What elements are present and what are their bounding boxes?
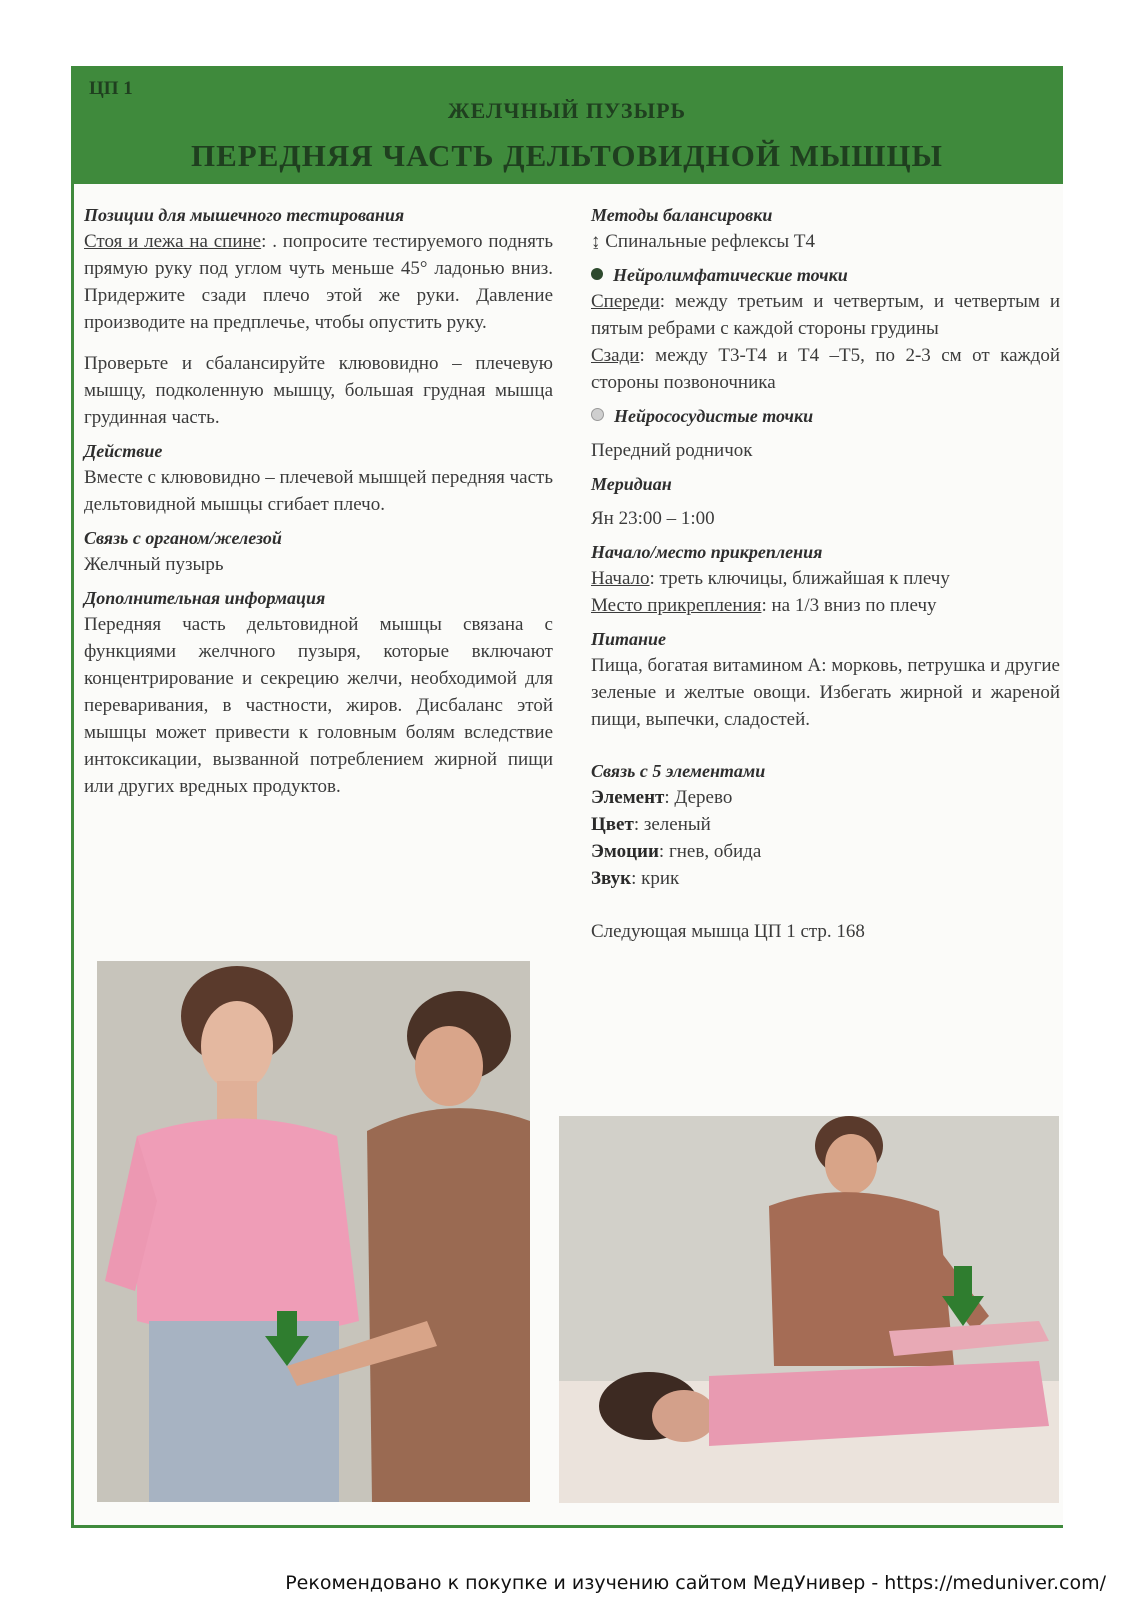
- origin-start-text: Начало: треть ключицы, ближайшая к плечу: [591, 568, 950, 589]
- neurovascular-heading: Нейрососудистые точки: [591, 404, 1060, 429]
- light-dot-icon: [591, 408, 604, 421]
- color-row: Цвет: зеленый: [591, 814, 711, 835]
- meridian-heading: Меридиан: [591, 474, 672, 494]
- origin-heading: Начало/место прикрепления: [591, 542, 823, 562]
- front-label: Спереди: [591, 291, 660, 312]
- next-muscle-text: Следующая мышца ЦП 1 стр. 168: [591, 921, 865, 942]
- testing-instructions: : . попросите тестируемого поднять прямую руку под углом чуть меньше 45° ладонью вниз. Придержите сзади плечо этой же руки. Давление производите на предплечье, чтобы опустить руку.: [84, 231, 554, 333]
- check-text: Проверьте и сбалансируйте клювовидно – плечевую мышцу, подколенную мышцу, большая грудная мышца грудинная часть.: [84, 353, 553, 428]
- action-heading: Действие: [84, 441, 163, 461]
- muscle-title: ПЕРЕДНЯЯ ЧАСТЬ ДЕЛЬТОВИДНОЙ МЫШЦЫ: [190, 138, 943, 173]
- testing-heading: Позиции для мышечного тестирования: [84, 205, 405, 225]
- sound-row: Звук: крик: [591, 868, 680, 889]
- origin-attach-text: Место прикрепления: на 1/3 вниз по плечу: [591, 595, 937, 616]
- extra-info-heading: Дополнительная информация: [84, 588, 326, 608]
- dark-dot-icon: [591, 268, 603, 280]
- neurovascular-text: Передний родничок: [591, 440, 753, 461]
- organ-title: ЖЕЛЧНЫЙ ПУЗЫРЬ: [447, 98, 687, 123]
- header-banner: [71, 66, 1063, 184]
- organ-link-heading: Связь с органом/железой: [84, 528, 282, 548]
- spinal-reflex-icon: ↨: [591, 231, 601, 252]
- left-column: [84, 203, 553, 800]
- testing-position-label: Стоя и лежа на спине: [84, 231, 262, 252]
- balancing-heading: Методы балансировки: [591, 205, 773, 225]
- nutrition-heading: Питание: [591, 629, 667, 649]
- elements-heading: Связь с 5 элементами: [591, 761, 766, 781]
- chapter-code: ЦП 1: [89, 78, 133, 99]
- organ-link-text: Желчный пузырь: [84, 554, 224, 575]
- testing-text: [84, 228, 553, 336]
- footer-recommendation: Рекомендовано к покупке и изучению сайтом МедУнивер - https://meduniver.com/: [285, 1572, 1106, 1594]
- neurolymph-front-text: Спереди: между третьим и четвертым, и четвертым и пятым ребрами с каждой стороны грудины: [591, 291, 1060, 339]
- photo-standing-test: [97, 961, 530, 1502]
- nutrition-text: Пища, богатая витамином А: морковь, петрушка и другие зеленые и желтые овощи. Избегать жирной и жареной пищи, выпечки, сладостей.: [591, 655, 1060, 730]
- extra-info-text: Передняя часть дельтовидной мышцы связана с функциями желчного пузыря, которые включают концентрирование и секрецию желчи, необходимой для переваривания, в частности, жиров. Дисбаланс этой мышцы может привести к головным болям вследствие интоксикации, вызванной потреблением жирной пищи или других вредных продуктов.: [84, 614, 553, 797]
- photo-lying-test: [559, 1116, 1059, 1503]
- right-column: [591, 203, 1060, 945]
- action-text: Вместе с клювовидно – плечевой мышцей передняя часть дельтовидной мышцы сгибает плечо.: [84, 467, 553, 515]
- back-label: Сзади: [591, 345, 640, 366]
- spinal-reflex-text: ↨ Спинальные рефлексы Т4: [591, 231, 816, 252]
- neurolymph-heading: Нейролимфатические точки: [591, 263, 1060, 288]
- start-label: Начало: [591, 568, 650, 589]
- attach-label: Место прикрепления: [591, 595, 762, 616]
- neurolymph-back-text: Сзади: между Т3-Т4 и Т4 –Т5, по 2-3 см от каждой стороны позвоночника: [591, 345, 1060, 393]
- element-row: Элемент: Дерево: [591, 787, 733, 808]
- meridian-text: Ян 23:00 – 1:00: [591, 508, 715, 529]
- emotion-row: Эмоции: гнев, обида: [591, 841, 762, 862]
